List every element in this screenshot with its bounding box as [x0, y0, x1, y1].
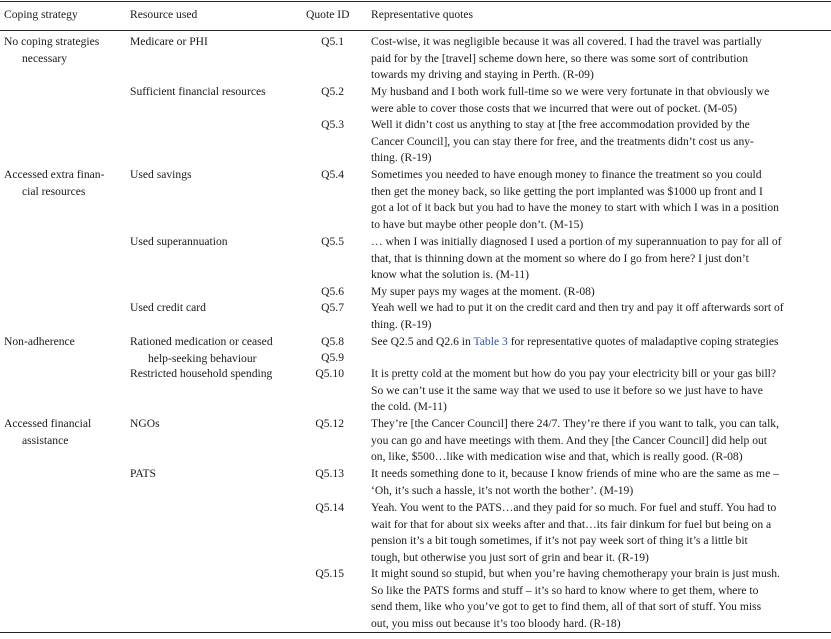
top-rule — [0, 1, 831, 2]
quote-cell: Yeah. You went to the PATS…and they paid for so much. For fuel and stuff. You had to wait for that for about six weeks after and that…its fair dinkum for fuel but being on a pension it’s a bit tough sometimes, if it’s not pay week sort of thing it’s a little bit tough, but otherwise you just sort of grin and bear it. (R-19) — [371, 501, 777, 564]
quote-id: Q5.10 — [315, 367, 344, 380]
quote-cell: My super pays my wages at the moment. (R-08) — [371, 285, 595, 298]
quote-id: Q5.6 — [321, 285, 344, 298]
quote-cell: Well it didn’t cost us anything to stay at [the free accommodation provided by the Cancer Council], you can stay there for free, and the treatments didn’t cost us any- thing. (R-19) — [371, 118, 754, 164]
quote-id: Q5.12 — [315, 417, 344, 430]
quote-id: Q5.14 — [315, 501, 344, 514]
quote-cell: Sometimes you needed to have enough money to finance the treatment so you could then get the money back, so like getting the port implanted was $1000 up front and I got a lot of it back but you had to have the money to start with which I was in a position to have but maybe other people don’t. (M-15) — [371, 168, 779, 231]
quote-cell: My husband and I both work full-time so we were very fortunate in that obviously we were able to cover those costs that we incurred that were out of pocket. (M-05) — [371, 85, 770, 115]
resource-cell: Restricted household spending — [130, 367, 273, 380]
quote-id: Q5.3 — [321, 118, 344, 131]
quote-id: Q5.13 — [315, 467, 344, 480]
quote-id: Q5.4 — [321, 168, 344, 181]
resource-cell: Used superannuation — [130, 235, 228, 248]
strategy-cell: Accessed financial assistance — [4, 417, 92, 447]
table-3-link[interactable]: Table 3 — [473, 335, 508, 348]
bottom-rule — [0, 632, 831, 633]
quote-cell: It is pretty cold at the moment but how do you pay your electricity bill or your gas bill? So we can’t use it the same way that we used to use it before so we just have to have the cold. (M-11) — [371, 367, 777, 413]
resource-cell: PATS — [130, 467, 156, 480]
resource-cell: Sufficient financial resources — [130, 85, 266, 98]
quote-id: Q5.2 — [321, 85, 344, 98]
resource-cell: Used credit card — [130, 301, 206, 314]
header-resource-used: Resource used — [130, 8, 198, 21]
quote-cell: It needs something done to it, because I know friends of mine who are the same as me – ‘Oh, it’s such a hassle, it’s not worth the bother’. (M-19) — [371, 467, 779, 497]
header-rule — [0, 30, 831, 31]
resource-cell: Used savings — [130, 168, 192, 181]
resource-cell: Rationed medication or ceased help-seeking behaviour — [130, 335, 273, 365]
strategy-cell: No coping strategies necessary — [4, 35, 100, 65]
quote-cell: … when I was initially diagnosed I used a portion of my superannuation to pay for all of that, that is thinning down at the moment so where do I go from here? I just don’t know what the solution is. (M-11) — [371, 235, 782, 281]
strategy-cell: Non-adherence — [4, 335, 75, 348]
resource-cell: NGOs — [130, 417, 160, 430]
header-representative-quotes: Representative quotes — [371, 8, 474, 21]
quote-id: Q5.9 — [321, 351, 344, 364]
strategy-cell: Accessed extra finan- cial resources — [4, 168, 105, 198]
quote-cell: See Q2.5 and Q2.6 in Table 3 for representative quotes of maladaptive coping strategies — [371, 335, 779, 348]
quote-id: Q5.7 — [321, 301, 344, 314]
quote-cell: They’re [the Cancer Council] there 24/7. They’re there if you want to talk, you can talk, you can go and have meetings with them. And they [the Cancer Council] did help out on, like, $500…like with medication wise and that, which is really good. (R-08) — [371, 417, 779, 463]
quote-cell: It might sound so stupid, but when you’re having chemotherapy your brain is just mush. So like the PATS forms and stuff – it’s so hard to know where to get them, where to send them, like who you’ve got to get to find them, all of that sort of stuff. You miss out, you miss out because it’s too bloody hard. (R-18) — [371, 567, 780, 630]
header-quote-id: Quote ID — [306, 8, 350, 21]
quote-cell: Cost-wise, it was negligible because it was all covered. I had the travel was partially paid for by the [travel] scheme down here, so there was some sort of contribution towards my driving and staying in Perth. (R-09) — [371, 35, 762, 81]
quote-id: Q5.15 — [315, 567, 344, 580]
quote-cell: Yeah well we had to put it on the credit card and then try and pay it off afterwards sort of thing. (R-19) — [371, 301, 784, 331]
quote-id: Q5.8 — [321, 335, 344, 348]
quote-id: Q5.1 — [321, 35, 344, 48]
resource-cell: Medicare or PHI — [130, 35, 208, 48]
header-coping-strategy: Coping strategy — [4, 8, 78, 21]
quote-id: Q5.5 — [321, 235, 344, 248]
